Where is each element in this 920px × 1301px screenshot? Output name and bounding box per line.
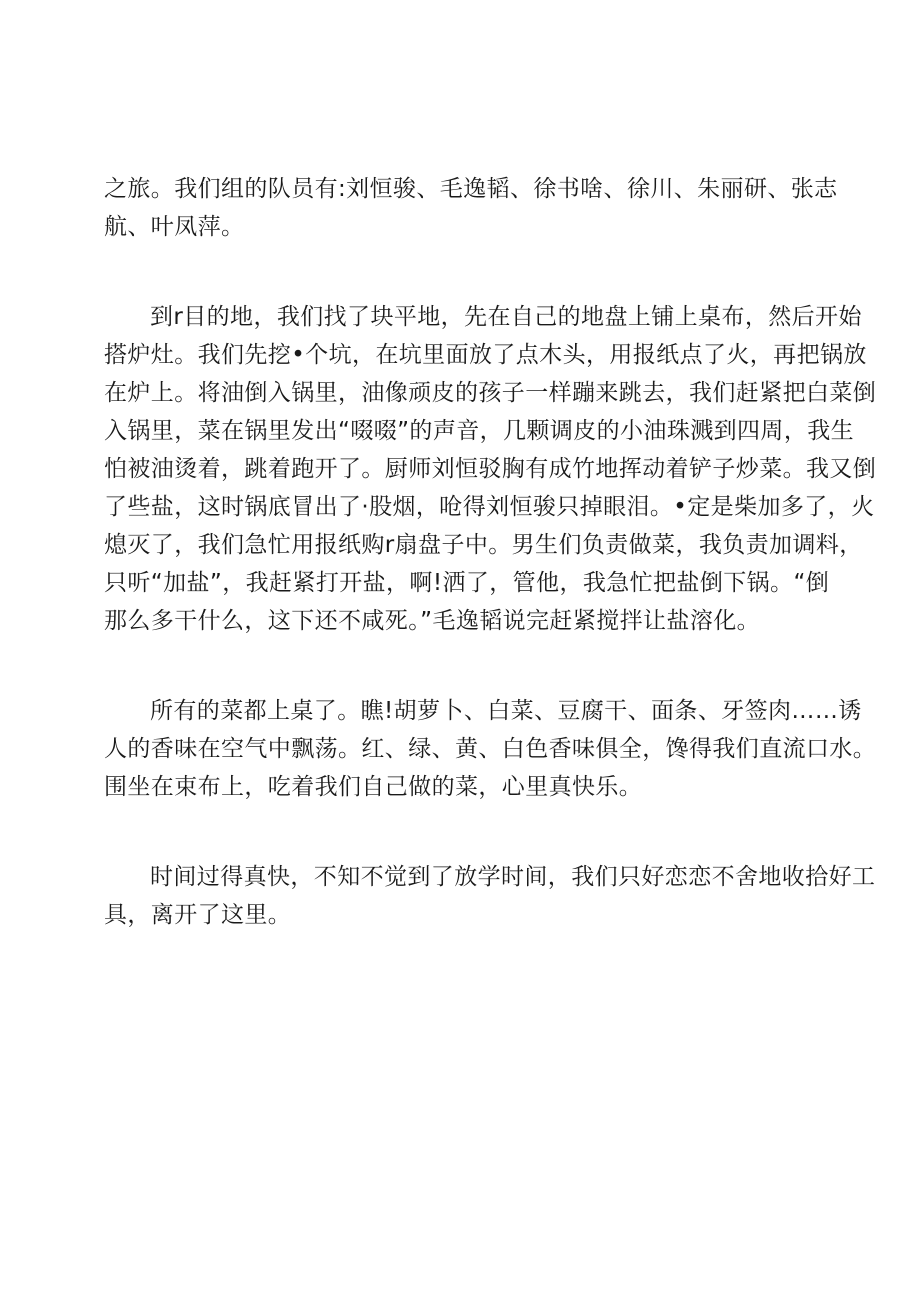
text-line: 航、叶凤萍。 <box>104 214 245 240</box>
text-line: 人的香味在空气中飘荡。红、绿、黄、白色香味俱全，馋得我们直流口水。 <box>104 736 877 762</box>
text-line: 熄灭了，我们急忙用报纸购r扇盘子中。男生们负责做菜，我负责加调料， <box>104 532 863 558</box>
text-line: 入锅里，菜在锅里发出“啜啜”的声音，几颗调皮的小油珠溅到四周，我生 <box>104 418 855 444</box>
text-line: 搭炉灶。我们先挖•个坑，在坑里面放了点木头，用报纸点了火，再把锅放 <box>104 342 867 368</box>
text-line: 具，离开了这里。 <box>104 902 292 928</box>
text-line: 怕被油烫着，跳着跑开了。厨师刘恒驳胸有成竹地挥动着铲子炒菜。我又倒 <box>104 456 877 482</box>
document-body <box>104 170 877 934</box>
text-line: 那么多干什么，这下还不咸死。”毛逸韬说完赶紧搅拌让盐溶化。 <box>104 608 761 634</box>
paragraph-2 <box>104 298 877 640</box>
text-line: 了些盐，这时锅底冒出了·股烟，呛得刘恒骏只掉眼泪。•定是柴加多了，火 <box>104 494 875 520</box>
text-line: 围坐在束布上，吃着我们自己做的菜，心里真快乐。 <box>104 774 643 800</box>
text-line: 之旅。我们组的队员有:刘恒骏、毛逸韬、徐书啥、徐川、朱丽研、张志 <box>104 176 838 202</box>
text-line: 所有的菜都上桌了。瞧!胡萝卜、白菜、豆腐干、面条、牙签肉……诱 <box>150 698 862 724</box>
paragraph-gap <box>104 806 824 858</box>
text-line: 只听“加盐”，我赶紧打开盐，啊!洒了，管他，我急忙把盐倒下锅。“倒 <box>104 570 830 596</box>
paragraph-3 <box>104 692 877 806</box>
paragraph-gap <box>104 246 824 298</box>
text-line: 时间过得真快，不知不觉到了放学时间，我们只好恋恋不舍地收拾好工 <box>150 864 876 890</box>
paragraph-4 <box>104 858 876 934</box>
text-line: 到r目的地，我们找了块平地，先在自己的地盘上铺上桌布，然后开始 <box>150 304 862 330</box>
paragraph-1 <box>104 170 838 246</box>
paragraph-gap <box>104 640 824 692</box>
text-line: 在炉上。将油倒入锅里，油像顽皮的孩子一样蹦来跳去，我们赶紧把白菜倒 <box>104 380 877 406</box>
